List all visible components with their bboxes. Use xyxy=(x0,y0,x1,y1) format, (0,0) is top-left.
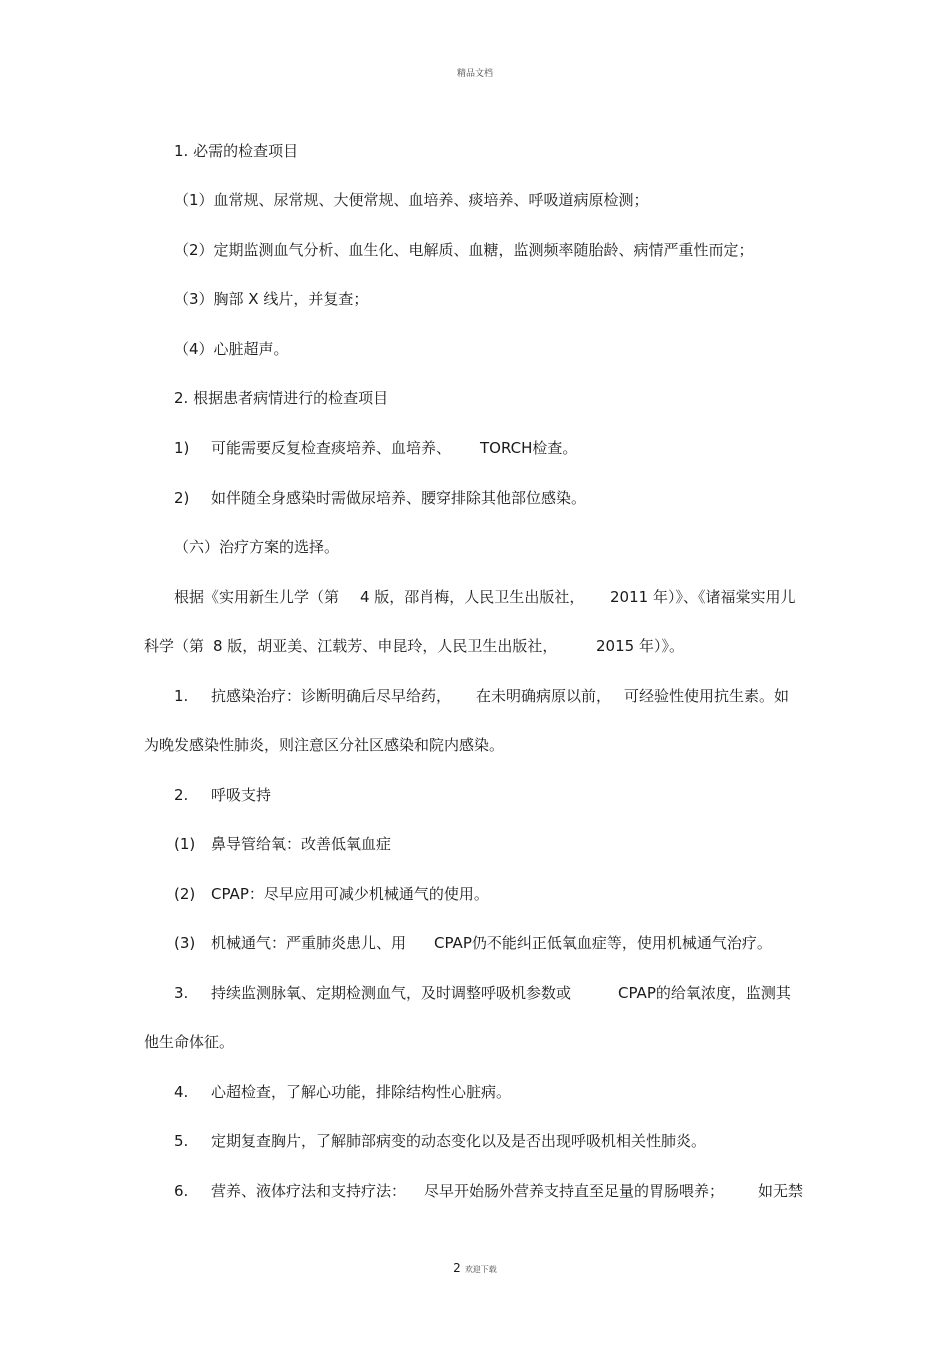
list-marker: 5. xyxy=(174,1132,189,1150)
list-marker: (3) xyxy=(174,934,196,952)
text-segment: 可经验性使用抗生素。如 xyxy=(624,687,790,705)
text-segment: TORCH检查。 xyxy=(480,439,578,457)
text-segment: 如无禁 xyxy=(758,1182,804,1200)
text-segment: 抗感染治疗：诊断明确后尽早给药， xyxy=(211,687,452,705)
text-line: 为晚发感染性肺炎，则注意区分社区感染和院内感染。 xyxy=(144,736,505,754)
page-number: 2 xyxy=(453,1261,461,1275)
text-segment: 尽早开始肠外营养支持直至足量的胃肠喂养； xyxy=(424,1182,725,1200)
list-marker: 1. xyxy=(174,687,189,705)
list-marker: 2. xyxy=(174,786,189,804)
list-marker: 2) xyxy=(174,489,190,507)
list-marker: (2) xyxy=(174,885,196,903)
text-line: （4）心脏超声。 xyxy=(174,340,289,358)
section-heading-condition-tests: 2. 根据患者病情进行的检查项目 xyxy=(174,389,389,407)
text-segment: 如伴随全身感染时需做尿培养、腰穿排除其他部位感染。 xyxy=(211,489,587,507)
list-marker: 6. xyxy=(174,1182,189,1200)
list-marker: 3. xyxy=(174,984,189,1002)
text-segment: 2015 年）》。 xyxy=(596,637,684,655)
section-heading-required-tests: 1. 必需的检查项目 xyxy=(174,142,299,160)
text-segment: CPAP仍不能纠正低氧血症等，使用机械通气治疗。 xyxy=(434,934,772,952)
text-segment: 持续监测脉氧、定期检测血气，及时调整呼吸机参数或 xyxy=(211,984,572,1002)
text-segment: 营养、液体疗法和支持疗法： xyxy=(211,1182,407,1200)
text-line: （1）血常规、尿常规、大便常规、血培养、痰培养、呼吸道病原检测； xyxy=(174,191,649,209)
text-segment: CPAP的给氧浓度，监测其 xyxy=(618,984,791,1002)
text-segment: CPAP：尽早应用可减少机械通气的使用。 xyxy=(211,885,489,903)
text-segment: 心超检查，了解心功能，排除结构性心脏病。 xyxy=(211,1083,512,1101)
text-segment: 可能需要反复检查痰培养、血培养、 xyxy=(211,439,452,457)
section-heading-treatment: （六）治疗方案的选择。 xyxy=(174,538,340,556)
text-segment: 在未明确病原以前， xyxy=(476,687,612,705)
text-segment: 科学（第 xyxy=(144,637,205,655)
text-line: （2）定期监测血气分析、血生化、电解质、血糖，监测频率随胎龄、病情严重性而定； xyxy=(174,241,754,259)
text-segment: 根据《实用新生儿学（第 xyxy=(174,588,340,606)
list-marker: 1) xyxy=(174,439,190,457)
text-segment: 2011 年）》、《诸福棠实用儿 xyxy=(610,588,796,606)
text-line: （3）胸部 X 线片，并复查； xyxy=(174,290,369,308)
text-segment: 鼻导管给氧：改善低氧血症 xyxy=(211,835,392,853)
footer-text: 欢迎下载 xyxy=(464,1265,497,1274)
text-line: 他生命体征。 xyxy=(144,1033,235,1051)
page-footer xyxy=(0,1261,950,1275)
text-segment: 8 版，胡亚美、江载芳、申昆玲，人民卫生出版社， xyxy=(213,637,558,655)
page-header: 精品文档 xyxy=(456,69,493,79)
text-segment: 4 版，邵肖梅，人民卫生出版社， xyxy=(360,588,585,606)
text-segment: 呼吸支持 xyxy=(211,786,272,804)
text-segment: 机械通气：严重肺炎患儿、用 xyxy=(211,934,407,952)
list-marker: (1) xyxy=(174,835,196,853)
text-segment: 定期复查胸片，了解肺部病变的动态变化以及是否出现呼吸机相关性肺炎。 xyxy=(211,1132,707,1150)
list-marker: 4. xyxy=(174,1083,189,1101)
